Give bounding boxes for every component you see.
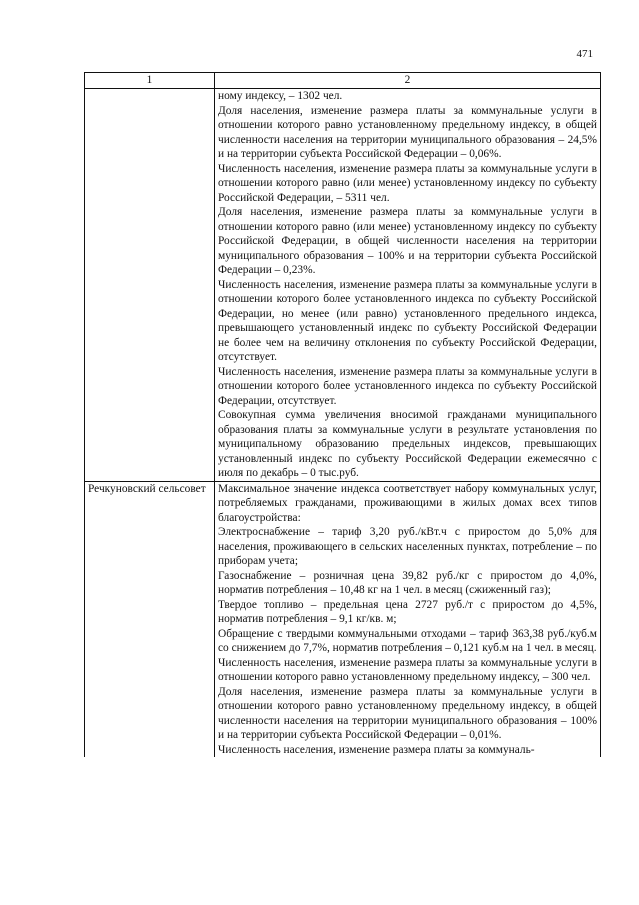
paragraph: ному индексу, – 1302 чел. bbox=[218, 90, 343, 102]
description-cell bbox=[215, 481, 601, 757]
paragraph: Численность населения, изменение размера платы за коммунальные услуги в отношении которого равно установленному предельному индексу, – 300 чел. bbox=[218, 656, 597, 683]
paragraph: Доля населения, изменение размера платы за коммунальные услуги в отношении которого равно установленному предельному индексу, в общей численности населения на территории муниципального образования – 100% и на территории субъекта Российской Федерации – 0,01%. bbox=[218, 685, 597, 741]
table-row bbox=[85, 481, 601, 757]
column-header-2: 2 bbox=[215, 73, 601, 89]
paragraph: Численность населения, изменение размера платы за коммуналь- bbox=[218, 743, 535, 756]
page-number: 471 bbox=[576, 48, 593, 60]
paragraph: Доля населения, изменение размера платы за коммунальные услуги в отношении которого равно (или менее) установленному индексу по субъекту Российской Федерации, в общей численности населения на территории муниципального образования – 100% и на территории субъекта Российской Федерации – 0,23%. bbox=[218, 206, 597, 276]
municipality-cell: Речкуновский сельсовет bbox=[85, 481, 215, 757]
paragraph: Численность населения, изменение размера платы за коммунальные услуги в отношении которого более установленного индекса по субъекту Российской Федерации, но менее (или равно) установленного предельного индекса, превышающего установленный индекс по субъекту Российской Федерации не более чем на величину отклонения по субъекту Российской Федерации, отсутствует. bbox=[218, 278, 597, 363]
table-row bbox=[85, 89, 601, 482]
paragraph: Численность населения, изменение размера платы за коммунальные услуги в отношении которого равно (или менее) установленному индексу по субъекту Российской Федерации, – 5311 чел. bbox=[218, 162, 597, 204]
paragraph: Обращение с твердыми коммунальными отходами – тариф 363,38 руб./куб.м со снижением до 7,7%, норматив потребления – 0,121 куб.м на 1 чел. в месяц. bbox=[218, 627, 597, 654]
description-cell bbox=[215, 89, 601, 482]
table-header-row bbox=[85, 73, 601, 89]
column-header-1: 1 bbox=[85, 73, 215, 89]
paragraph: Газоснабжение – розничная цена 39,82 руб./кг с приростом до 4,0%, норматив потребления – 10,48 кг на 1 чел. в месяц (сжиженный газ); bbox=[218, 569, 597, 596]
paragraph: Твердое топливо – предельная цена 2727 руб./т с приростом до 4,5%, норматив потребления – 9,1 кг/кв. м; bbox=[218, 598, 597, 625]
paragraph: Максимальное значение индекса соответствует набору коммунальных услуг, потребляемых гражданами, проживающими в жилых домах всех типов благоустройства: bbox=[218, 482, 597, 524]
paragraph: Электроснабжение – тариф 3,20 руб./кВт.ч с приростом до 5,0% для населения, проживающего в сельских населенных пунктах, потребление – по приборам учета; bbox=[218, 526, 597, 567]
paragraph: Численность населения, изменение размера платы за коммунальные услуги в отношении которого более установленного индекса по субъекту Российской Федерации, отсутствует. bbox=[218, 365, 597, 407]
paragraph: Доля населения, изменение размера платы за коммунальные услуги в отношении которого равно установленному предельному индексу, в общей численности населения на территории муниципального образования – 24,5% и на территории субъекта Российской Федерации – 0,06%. bbox=[218, 104, 597, 160]
paragraph: Совокупная сумма увеличения вносимой гражданами муниципального образования платы за коммунальные услуги в результате установления по муниципальному образованию предельных индексов, превышающих установленный индекс по субъекту Российской Федерации ежемесячно с июля по декабрь – 0 тыс.руб. bbox=[218, 409, 597, 479]
municipality-cell bbox=[85, 89, 215, 482]
document-table bbox=[84, 72, 601, 757]
